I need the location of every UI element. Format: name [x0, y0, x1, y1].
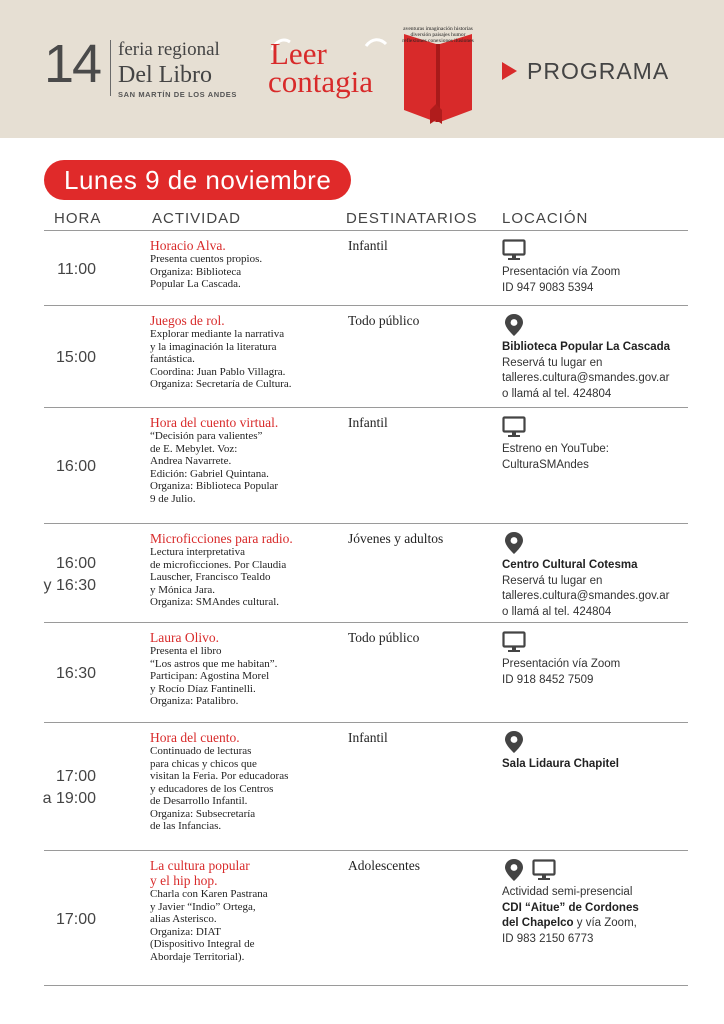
location-name: Centro Cultural Cotesma — [502, 559, 638, 571]
activity-description-line: para chicas y chicos que — [150, 757, 257, 770]
activity-title: Hora del cuento. — [150, 730, 240, 745]
activity-description-line: Organiza: Patalibro. — [150, 695, 239, 707]
location-cell — [502, 238, 702, 296]
location-line: Estreno en YouTube: — [502, 443, 609, 455]
activity-title: La cultura popular — [150, 858, 250, 873]
location-cell — [502, 730, 702, 773]
activity-description-line: y Mónica Jara. — [150, 583, 216, 596]
edition-divider — [110, 40, 111, 96]
row-time — [34, 259, 96, 281]
activity-cell — [150, 531, 340, 609]
row-time — [34, 663, 96, 685]
audience: Adolescentes — [348, 858, 420, 873]
time-end: a 19:00 — [42, 790, 96, 807]
location-line: ID 918 8452 7509 — [502, 673, 594, 686]
location-line: Reservá tu lugar en — [502, 574, 603, 587]
column-header-actividad: ACTIVIDAD — [152, 210, 242, 227]
location-pin-icon — [502, 313, 526, 337]
fair-location: SAN MARTÍN DE LOS ANDES — [118, 90, 237, 99]
activity-description-line: Edición: Gabriel Quintana. — [150, 467, 269, 480]
location-line: ID 947 9083 5394 — [502, 281, 594, 294]
activity-description-line: “Decisión para valientes” — [150, 430, 263, 442]
row-time — [28, 553, 96, 597]
activity-description-line: Organiza: SMAndes cultural. — [150, 596, 280, 608]
logo-text-contagia: contagia — [268, 64, 374, 99]
activity-cell — [150, 415, 340, 505]
row-divider — [44, 850, 688, 851]
row-divider — [44, 722, 688, 723]
activity-description-line: y la imaginación la literatura — [150, 340, 277, 353]
location-cell — [502, 858, 702, 947]
activity-description-line: y educadores de los Centros — [150, 782, 274, 795]
activity-description-line: Organiza: DIAT — [150, 925, 221, 938]
location-icons — [502, 415, 702, 442]
activity-description-line: de microficciones. Por Claudia — [150, 558, 287, 571]
day-title: Lunes 9 de noviembre — [44, 160, 351, 200]
monitor-icon — [502, 630, 526, 654]
activity-description-line: visitan la Feria. Por educadoras — [150, 770, 289, 782]
audience: Jóvenes y adultos — [348, 531, 444, 546]
location-line: Reservá tu lugar en — [502, 356, 603, 369]
logo-text-leer: Leer — [270, 36, 327, 71]
program-label: PROGRAMA — [527, 58, 670, 84]
book-wordcloud: aventuras imaginación historias diversión paisajes humor reflexiones conexiones ilusiones — [402, 26, 474, 44]
audience: Todo público — [348, 313, 420, 328]
location-name: del Chapelco — [502, 917, 574, 929]
activity-description-line: de las Infancias. — [150, 820, 222, 832]
activity-title: y el hip hop. — [150, 873, 218, 888]
activity-description-line: Coordina: Juan Pablo Villagra. — [150, 365, 286, 378]
activity-description-line: Abordaje Territorial). — [150, 950, 245, 963]
activity-description-line: fantástica. — [150, 353, 195, 365]
row-divider — [44, 407, 688, 408]
activity-description-line: Lectura interpretativa — [150, 546, 245, 558]
time-start: 11:00 — [57, 260, 96, 278]
location-name: Biblioteca Popular La Cascada — [502, 341, 671, 353]
time-start: 17:00 — [55, 768, 96, 785]
time-end: y 16:30 — [43, 576, 96, 594]
location-icons — [502, 630, 702, 657]
audience: Infantil — [348, 415, 388, 430]
monitor-icon — [502, 238, 526, 262]
activity-title: Laura Olivo. — [150, 630, 219, 645]
activity-description-line: Charla con Karen Pastrana — [150, 888, 268, 900]
audience: Todo público — [348, 630, 420, 645]
column-header-destinatarios: DESTINATARIOS — [346, 210, 478, 227]
location-icons — [502, 238, 702, 265]
activity-cell — [150, 858, 340, 963]
location-pin-icon — [502, 858, 526, 882]
activity-description-line: de Desarrollo Infantil. — [150, 795, 248, 807]
activity-description-line: de E. Mebylet. Voz: — [150, 442, 238, 455]
activity-description-line: Organiza: Secretaría de Cultura. — [150, 378, 292, 390]
location-cell — [502, 630, 702, 688]
time-start: 15:00 — [55, 349, 96, 366]
activity-description-line: Organiza: Biblioteca Popular — [150, 480, 279, 492]
location-icons — [502, 858, 702, 885]
row-divider — [44, 230, 688, 231]
row-time — [34, 347, 96, 369]
activity-description-line: Lauscher, Francisco Tealdo — [150, 571, 271, 583]
column-header-hora: HORA — [54, 210, 102, 227]
location-name: CDI “Aitue” de Cordones — [502, 901, 639, 914]
location-cell — [502, 415, 702, 473]
activity-title: Hora del cuento virtual. — [150, 415, 279, 430]
time-start: 17:00 — [55, 910, 96, 928]
activity-cell — [150, 313, 340, 391]
play-arrow-icon — [502, 62, 517, 80]
activity-description-line: Organiza: Subsecretaría — [150, 807, 256, 820]
location-line — [502, 901, 702, 917]
row-divider — [44, 305, 688, 306]
location-line: o llamá al tel. 424804 — [502, 605, 612, 618]
location-pin-icon — [502, 531, 526, 555]
row-time — [34, 909, 96, 931]
location-name: Sala Lidaura Chapitel — [502, 758, 619, 770]
audience: Infantil — [348, 730, 388, 745]
activity-description-line: Popular La Cascada. — [150, 278, 241, 290]
activity-cell — [150, 630, 340, 708]
location-icons — [502, 531, 702, 558]
location-line: o llamá al tel. 424804 — [502, 387, 612, 400]
location-line: Presentación vía Zoom — [502, 266, 621, 278]
activity-title: Horacio Alva. — [150, 238, 226, 253]
activity-description-line: y Javier “Indio” Ortega, — [150, 900, 256, 913]
table-bottom-rule — [44, 985, 688, 986]
time-start: 16:30 — [55, 665, 96, 682]
monitor-icon — [532, 858, 556, 882]
activity-description-line: Presenta cuentos propios. — [150, 253, 263, 265]
activity-cell — [150, 238, 340, 291]
audience: Infantil — [348, 238, 388, 253]
location-cell — [502, 531, 702, 620]
activity-description-line: y Rocío Díaz Fantinelli. — [150, 682, 256, 695]
edition-number: 14 — [44, 34, 101, 94]
activity-description-line: Organiza: Biblioteca — [150, 265, 242, 278]
location-icons — [502, 313, 702, 340]
location-cell — [502, 313, 702, 402]
column-header-locacion: LOCACIÓN — [502, 210, 589, 227]
activity-description-line: Continuado de lecturas — [150, 745, 252, 757]
fair-name-line2: Del Libro — [118, 62, 212, 88]
row-divider — [44, 622, 688, 623]
time-start: 16:00 — [55, 458, 96, 475]
monitor-icon — [502, 415, 526, 439]
activity-cell — [150, 730, 340, 833]
location-tail: y vía Zoom, — [573, 917, 637, 929]
location-line — [502, 916, 702, 932]
location-pin-icon — [502, 730, 526, 754]
location-icons — [502, 730, 702, 757]
header-band — [0, 0, 724, 138]
activity-title: Microficciones para radio. — [150, 531, 293, 546]
activity-description-line: “Los astros que me habitan”. — [150, 657, 278, 670]
location-line: ID 983 2150 6773 — [502, 932, 594, 945]
location-line: talleres.cultura@smandes.gov.ar — [502, 590, 670, 602]
fair-name-line1: feria regional — [118, 39, 220, 60]
row-time — [34, 456, 96, 478]
location-line: talleres.cultura@smandes.gov.ar — [502, 372, 670, 384]
activity-description-line: 9 de Julio. — [150, 492, 196, 505]
location-line: Actividad semi-presencial — [502, 886, 633, 898]
location-line: Presentación vía Zoom — [502, 658, 621, 670]
time-start: 16:00 — [55, 554, 96, 572]
activity-description-line: (Dispositivo Integral de — [150, 938, 255, 950]
row-divider — [44, 523, 688, 524]
activity-description-line: Explorar mediante la narrativa — [150, 328, 285, 340]
activity-description-line: Andrea Navarrete. — [150, 455, 232, 467]
activity-description-line: Presenta el libro — [150, 645, 222, 657]
row-time — [28, 766, 96, 810]
location-line: CulturaSMAndes — [502, 458, 589, 471]
activity-description-line: Participan: Agostina Morel — [150, 670, 270, 682]
activity-description-line: alias Asterisco. — [150, 913, 217, 925]
activity-title: Juegos de rol. — [150, 313, 225, 328]
